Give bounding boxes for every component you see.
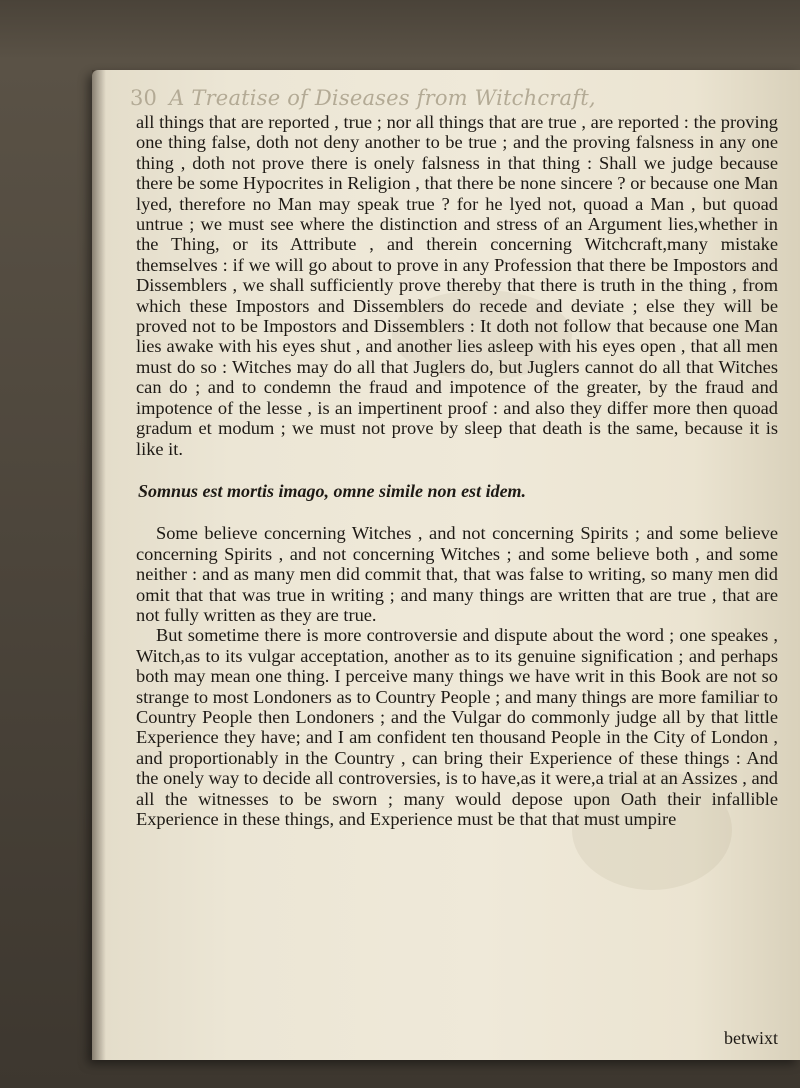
- latin-motto: Somnus est mortis imago, omne simile non est idem.: [138, 480, 527, 501]
- page-gutter-shadow: [92, 70, 106, 1060]
- body-text: [136, 112, 778, 829]
- paragraph: Some believe concerning Witches , and not concerning Spirits ; and some believe concerning Spirits , and not concerning Witches ; and some believe both , and some neither : and as many men did commit that, that was false to writing, so many men did omit that that was true in writing ; and many things are written that are true , that are not fully written as they are true.: [136, 523, 778, 625]
- running-title: A Treatise of Diseases from Witchcraft,: [169, 86, 596, 110]
- paragraph: all things that are reported , true ; nor all things that are true , are reported : the proving one thing false, doth not deny another to be true ; and the proving falsness in any one thing , doth not prove there is onely falsness in that thing : Shall we judge because there be some Hypocrites in Religion , that there be none sincere ? or because one Man lyed, therefore no Man may speak true ? for he lyed not, quoad a Man , but quoad untrue ; we must see where the distinction and stress of an Argument lies,whether in the Thing, or its Attribute , and therein concerning Witchcraft,many mistake themselves : if we will go about to prove in any Profession that there be Impostors and Dissemblers , we shall sufficiently prove thereby that there is truth in the thing , from which these Impostors and Dissemblers do recede and deviate ; else they will be proved not to be Impostors and Dissemblers : It doth not follow that because one Man lies awake with his eyes shut , and another lies asleep with his eyes open , that all men must do so : Witches may do all that Juglers do, but Juglers cannot do all that Witches can do ; and to condemn the fraud and impotence of the greater, by the fraud and impotence of the lesse , is an impertinent proof : and also they differ more then quoad gradum et modum ; we must not prove by sleep that death is the same, because it is like it.: [136, 112, 778, 459]
- page-number: 30: [130, 86, 158, 110]
- paragraph: But sometime there is more controversie and dispute about the word ; one speakes , Witch,as to its vulgar acceptation, another as to its genuine signification ; and perhaps both may mean one thing. I perceive many things we have writ in this Book are not so strange to most Londoners as to Country People ; and many things are more familiar to Country People then Londoners ; and the Vulgar do commonly judge all by that little Experience they have; and I am confident ten thousand People in the City of London , and proportionably in the Country , can bring their Experience of these things : And the onely way to decide all controversies, is to have,as it were,a trial at an Assizes , and all the witnesses to be sworn ; many would depose upon Oath their infallible Experience in these things, and Experience must be that that must umpire: [136, 625, 778, 829]
- catchword: betwixt: [724, 1028, 778, 1048]
- book-page: [92, 70, 800, 1060]
- running-head: [130, 86, 770, 110]
